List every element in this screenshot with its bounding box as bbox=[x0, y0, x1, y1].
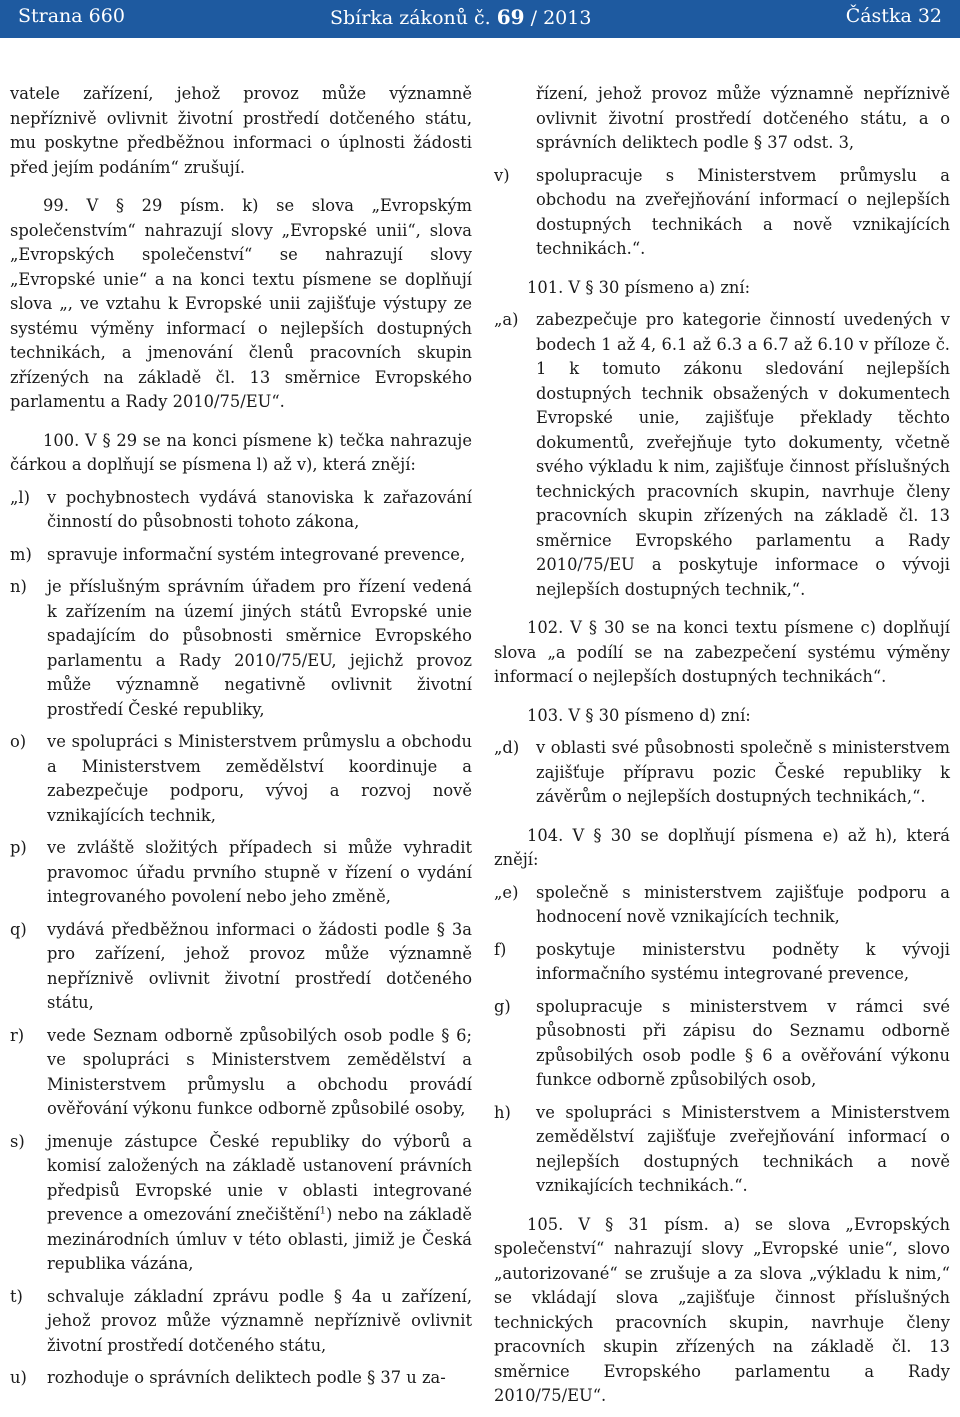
item-text: společně s ministerstvem zajišťuje podporu a hodnocení nově vznikajících technik, bbox=[536, 882, 950, 926]
amendment-102: 102. V § 30 se na konci textu písmene c) doplňují slova „a podílí se na zabezpečení systému výměny informací o nejlepších dostupných technikách“. bbox=[494, 618, 950, 686]
law-number: 69 bbox=[496, 5, 525, 29]
item-label: o) bbox=[10, 732, 27, 751]
item-text: ve zvláště složitých případech si může vyhradit pravomoc úřadu prvního stupně v řízení o vydání integrovaného povolení nebo jeho změně, bbox=[47, 838, 472, 906]
right-column bbox=[494, 82, 950, 1417]
item-u-continuation: řízení, jehož provoz může významně nepříznivě ovlivnit životní prostředí dotčeného státu, a o správních deliktech podle § 37 odst. 3, bbox=[536, 84, 950, 152]
item-label: „l) bbox=[10, 487, 30, 507]
amendment-101: 101. V § 30 písmeno a) zní: bbox=[527, 277, 751, 297]
list-item bbox=[10, 486, 472, 535]
item-label: v) bbox=[494, 165, 510, 185]
item-text: v pochybnostech vydává stanoviska k zařazování činností do působnosti tohoto zákona, bbox=[47, 487, 472, 531]
item-label: t) bbox=[10, 1286, 23, 1306]
item-label: u) bbox=[10, 1368, 27, 1387]
item-label: „d) bbox=[494, 738, 520, 757]
left-column bbox=[10, 82, 472, 1399]
item-label: g) bbox=[494, 996, 511, 1016]
list-item bbox=[494, 1101, 950, 1199]
amendment-100: 100. V § 29 se na konci písmene k) tečka nahrazuje čárkou a doplňují se písmena l) až v), která znějí: bbox=[10, 430, 472, 474]
list-item bbox=[494, 164, 950, 262]
item-text: ve spolupráci s Ministerstvem průmyslu a obchodu a Ministerstvem zemědělství koordinuje a zabezpečuje podporu, vývoj a rozvoj nově vznikajících technik, bbox=[47, 732, 472, 825]
collection-title bbox=[330, 5, 591, 29]
item-text: rozhoduje o správních deliktech podle § 37 u za- bbox=[47, 1368, 446, 1387]
item-label: f) bbox=[494, 939, 507, 959]
list-item bbox=[494, 308, 950, 602]
law-year: / 2013 bbox=[530, 7, 592, 29]
amendment-104: 104. V § 30 se doplňují písmena e) až h), která znějí: bbox=[494, 825, 950, 869]
amendment-99: 99. V § 29 písm. k) se slova „Evropským společenstvím“ nahrazují slovy „Evropské unii“, slova „Evropských společenství“ se nahrazují slovy „Evropské unie“ a na konci textu písmene se doplňují slova „, ve vztahu k Evropské unii zajišťuje výstupy ze systému výměny informací o nejlepších dostupných technikách, a jmenování členů pracovních skupin zřízených na základě čl. 13 směrnice Evropského parlamentu a Rady 2010/75/EU“. bbox=[10, 196, 472, 411]
item-label: „e) bbox=[494, 882, 519, 902]
item-label: h) bbox=[494, 1102, 511, 1122]
item-label: r) bbox=[10, 1025, 25, 1045]
page-number: Strana 660 bbox=[18, 5, 125, 27]
list-item bbox=[10, 836, 472, 910]
item-text bbox=[47, 1130, 472, 1277]
item-label: „a) bbox=[494, 310, 519, 329]
list-item bbox=[10, 730, 472, 828]
item-label: s) bbox=[10, 1131, 25, 1151]
list-item bbox=[10, 1285, 472, 1359]
list-item bbox=[494, 938, 950, 987]
list-item bbox=[10, 1366, 472, 1391]
item-text: vydává předběžnou informaci o žádosti podle § 3a pro zařízení, jehož provoz může významně nepříznivě ovlivnit životní prostředí dotčeného státu, bbox=[47, 919, 472, 1012]
list-item bbox=[10, 1024, 472, 1122]
item-label: p) bbox=[10, 838, 27, 857]
item-text: vede Seznam odborně způsobilých osob podle § 6; ve spolupráci s Ministerstvem zemědělství a Ministerstvem průmyslu a obchodu provádí ověřování výkonu funkce odborně způsobilé osoby, bbox=[47, 1025, 472, 1118]
list-item bbox=[494, 995, 950, 1093]
list-item bbox=[494, 881, 950, 930]
list-item bbox=[494, 736, 950, 810]
page-header bbox=[0, 0, 960, 38]
item-text: poskytuje ministerstvu podněty k vývoji informačního systému integrované prevence, bbox=[536, 939, 950, 983]
list-item bbox=[10, 1130, 472, 1277]
item-text: schvaluje základní zprávu podle § 4a u zařízení, jehož provoz může významně nepříznivě ovlivnit životní prostředí dotčeného státu, bbox=[47, 1286, 472, 1355]
list-item bbox=[10, 543, 472, 568]
item-text: spravuje informační systém integrované prevence, bbox=[47, 544, 466, 564]
item-text-part: ) nebo na základě mezinárodních úmluv v této oblasti, jimiž je Česká republika vázána, bbox=[47, 1205, 472, 1273]
item-text: spolupracuje s Ministerstvem průmyslu a obchodu na zveřejňování informací o nejlepších dostupných technikách a nově vznikajících technikách.“. bbox=[536, 165, 950, 258]
item-text-part: jmenuje zástupce České republiky do výborů a komisí založených na základě ustanovení právních předpisů Evropské unie v oblasti integrované prevence a omezování znečištění bbox=[47, 1131, 472, 1224]
item-label: q) bbox=[10, 919, 27, 939]
amendment-105: 105. V § 31 písm. a) se slova „Evropských společenství“ nahrazují slovy „Evropské unie“, slovo „autorizované“ se zrušuje a za slova „výkladu k nim,“ se vkládají slova „zajišťuje činnost příslušných technických pracovních skupin, navrhuje členy pracovních skupin zřízených na základě čl. 13 směrnice Evropského parlamentu a Rady 2010/75/EU“. bbox=[494, 1214, 950, 1405]
list-item bbox=[10, 918, 472, 1016]
paragraph-continuation: vatele zařízení, jehož provoz může významně nepříznivě ovlivnit životní prostředí dotčeného státu, mu poskytne předběžnou informaci o úplnosti žádosti před jejím podáním“ zrušují. bbox=[10, 84, 472, 177]
item-text: zabezpečuje pro kategorie činností uvedených v bodech 1 až 4, 6.1 až 6.3 a 6.7 až 6.10 v příloze č. 1 k tomuto zákonu sledování nejlepších dostupných technik obsažených v dokumentech Evropské unie, zajišťuje překlady těchto dokumentů, zveřejňuje tyto dokumenty, včetně svého výkladu k nim, zajišťuje činnost příslušných technických pracovních skupin, navrhuje členy pracovních skupin zřízených na základě čl. 13 směrnice Evropského parlamentu a Rady 2010/75/EU a poskytuje informace o vývoji nejlepších dostupných technik,“. bbox=[536, 310, 950, 599]
item-text: v oblasti své působnosti společně s ministerstvem zajišťuje přípravu pozic České republiky k závěrům o nejlepších dostupných technikách,“. bbox=[536, 738, 950, 806]
item-text: spolupracuje s ministerstvem v rámci své působnosti při zápisu do Seznamu odborně způsobilých osob podle § 6 a ověřování výkonu funkce odborně způsobilých osob, bbox=[536, 996, 950, 1089]
footnote-reference[interactable]: 1 bbox=[319, 1205, 327, 1217]
item-text: je příslušným správním úřadem pro řízení vedená k zařízením na území jiných států Evropské unie spadajícím do působnosti směrnice Evropského parlamentu a Rady 2010/75/EU, jejichž provoz může významně negativně ovlivnit životní prostředí České republiky, bbox=[47, 577, 472, 719]
amendment-103: 103. V § 30 písmeno d) zní: bbox=[527, 705, 751, 725]
item-label: n) bbox=[10, 577, 27, 596]
item-label: m) bbox=[10, 544, 32, 564]
part-number: Částka 32 bbox=[845, 5, 942, 27]
item-text: ve spolupráci s Ministerstvem a Ministerstvem zemědělství zajišťuje zveřejňování informací o nejlepších dostupných technikách a nově vznikajících technikách.“. bbox=[536, 1102, 950, 1195]
list-item bbox=[10, 575, 472, 722]
collection-prefix: Sbírka zákonů č. bbox=[330, 7, 491, 29]
